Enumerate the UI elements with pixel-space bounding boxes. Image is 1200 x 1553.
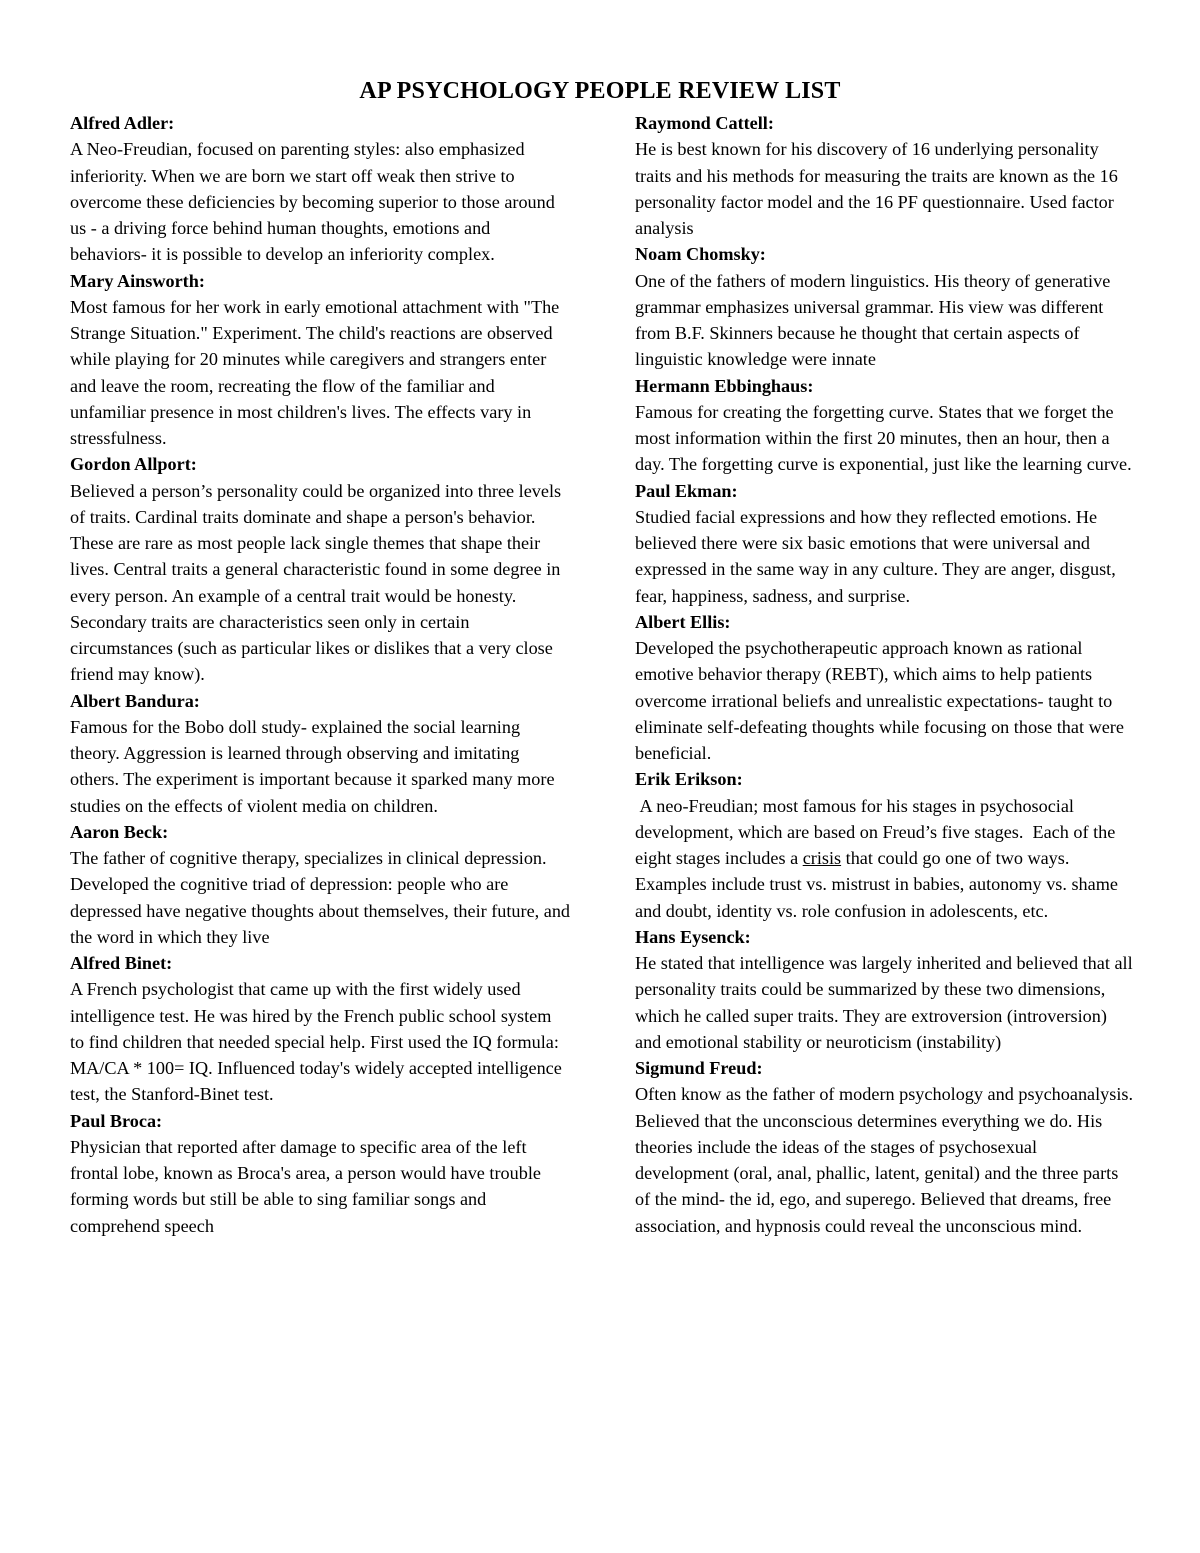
entry-description: Studied facial expressions and how they reflected emotions. He believed there were six basic emotions that were universal and expressed in the same way in any culture. They are anger, disgust, fear, happiness, sadness, and surprise. [635, 506, 1116, 606]
entry-name: Gordon Allport: [70, 454, 197, 475]
page-title: AP PSYCHOLOGY PEOPLE REVIEW LIST [359, 78, 841, 104]
entry-raymond-cattell [635, 110, 1135, 241]
entry-albert-ellis [635, 609, 1135, 767]
entry-hermann-ebbinghaus [635, 373, 1135, 478]
entry-name: Aaron Beck: [70, 821, 169, 842]
entry-albert-bandura [70, 688, 570, 819]
right-column [635, 110, 1135, 1239]
entry-name: Alfred Binet: [70, 953, 173, 973]
entry-gordon-allport [70, 451, 570, 687]
entry-description-part: A neo-Freudian; most famous for his stages in psychosocial development, which are based on Freud’s five stages. Each of the eight stages includes a [635, 795, 1120, 868]
entry-description-part: that could go one of two ways. Examples include trust vs. mistrust in babies, autonomy vs. shame and doubt, identity vs. role confusion in adolescents, etc. [635, 848, 1123, 921]
entry-description: Famous for creating the forgetting curve. States that we forget the most information within the first 20 minutes, then an hour, then a day. The forgetting curve is exponential, just like the learning curve. [635, 401, 1132, 475]
entry-description: Often know as the father of modern psychology and psychoanalysis. Believed that the unconscious determines everything we do. His theories include the ideas of the stages of psychosexual development (oral, anal, phallic, latent, genital) and the three parts of the mind- the id, ego, and superego. Believed that dreams, free association, and hypnosis could reveal the unconscious mind. [635, 1084, 1134, 1236]
entry-description: The father of cognitive therapy, specializes in clinical depression. Developed the cognitive triad of depression: people who are depressed have negative thoughts about themselves, their future, and the word in which they live [70, 848, 571, 947]
entry-description: Most famous for her work in early emotional attachment with "The Strange Situation." Experiment. The child's reactions are observed while playing for 20 minutes while caregivers and strangers enter and leave the room, recreating the flow of the familiar and unfamiliar presence in most children's lives. The effects vary in stressfulness. [70, 296, 560, 448]
entry-hans-eysenck [635, 924, 1135, 1055]
entry-paul-ekman [635, 478, 1135, 609]
entry-description: A Neo-Freudian, focused on parenting styles: also emphasized inferiority. When we are born we start off weak then strive to overcome these deficiencies by becoming superior to those around us - a driving force behind human thoughts, emotions and behaviors- it is possible to develop an inferiority complex. [70, 139, 555, 265]
entry-description: Developed the psychotherapeutic approach known as rational emotive behavior therapy (REBT), which aims to help patients overcome irrational beliefs and unrealistic expectations- taught to eliminate self-defeating thoughts while focusing on those that were beneficial. [635, 638, 1124, 763]
entry-mary-ainsworth [70, 268, 570, 452]
entry-description: Believed a person’s personality could be organized into three levels of traits. Cardinal traits dominate and shape a person's behavior. These are rare as most people lack single themes that shape their lives. Central traits a general characteristic found in some degree in every person. An example of a central trait would be honesty. Secondary traits are characteristics seen only in certain circumstances (such as particular likes or dislikes that a very close friend may know). [70, 480, 562, 685]
entry-name: Raymond Cattell: [635, 113, 774, 133]
left-column [70, 110, 570, 1239]
entry-aaron-beck [70, 819, 570, 950]
entry-alfred-adler [70, 110, 570, 268]
entry-name: Hermann Ebbinghaus: [635, 375, 814, 396]
entry-description: He stated that intelligence was largely inherited and believed that all personality traits could be summarized by these two dimensions, which he called super traits. They are extroversion (introversion) and emotional stability or neuroticism (instability) [635, 953, 1133, 1052]
entry-paul-broca [70, 1108, 570, 1239]
entry-name: Albert Bandura: [70, 690, 200, 711]
entry-name: Sigmund Freud: [635, 1058, 763, 1078]
entry-name: Hans Eysenck: [635, 926, 751, 947]
entry-description: Physician that reported after damage to specific area of the left frontal lobe, known as Broca's area, a person would have trouble forming words but still be able to sing familiar songs and comprehend speech [70, 1136, 541, 1236]
entry-noam-chomsky [635, 241, 1135, 372]
entry-name: Albert Ellis: [635, 611, 731, 632]
entry-description: He is best known for his discovery of 16 underlying personality traits and his methods for measuring the traits are known as the 16 personality factor model and the 16 PF questionnaire. Used factor analysis [635, 139, 1118, 238]
entry-sigmund-freud [635, 1055, 1135, 1239]
entry-name: Paul Broca: [70, 1110, 163, 1131]
entry-name: Alfred Adler: [70, 113, 175, 133]
entry-description: A French psychologist that came up with the first widely used intelligence test. He was hired by the French public school system to find children that needed special help. First used the IQ formula: MA/CA * 100= IQ. Influenced today's widely accepted intelligence test, the Stanford-Binet test. [70, 979, 562, 1105]
entry-name: Erik Erikson: [635, 769, 743, 790]
entry-erik-erikson [635, 766, 1135, 924]
underlined-term: crisis [802, 848, 842, 868]
entry-name: Noam Chomsky: [635, 244, 766, 265]
entry-name: Paul Ekman: [635, 480, 738, 501]
entry-name: Mary Ainsworth: [70, 270, 205, 291]
entry-description [635, 793, 1135, 924]
entry-description: One of the fathers of modern linguistics. His theory of generative grammar emphasizes universal grammar. His view was different from B.F. Skinners because he thought that certain aspects of linguistic knowledge were innate [635, 270, 1111, 370]
entry-alfred-binet [70, 950, 570, 1108]
entry-description: Famous for the Bobo doll study- explained the social learning theory. Aggression is learned through observing and imitating others. The experiment is important because it sparked many more studies on the effects of violent media on children. [70, 716, 555, 816]
